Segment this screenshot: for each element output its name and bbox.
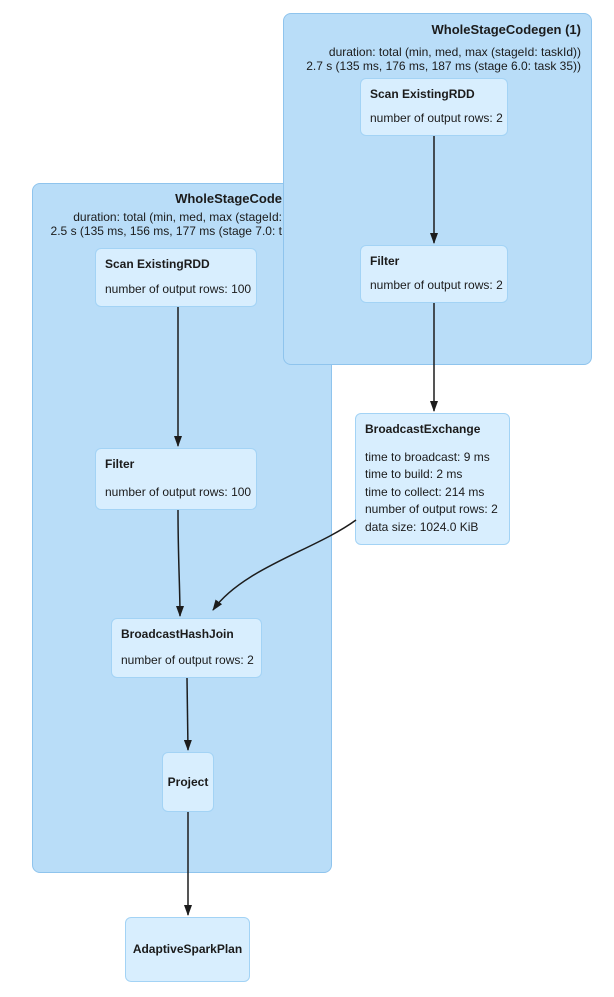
node-name: Scan ExistingRDD [105, 257, 210, 271]
node-scan-existingrdd-1[interactable] [360, 78, 508, 136]
node-broadcast-exchange[interactable] [355, 413, 510, 545]
node-name: Filter [370, 254, 400, 268]
node-name: Project [167, 774, 209, 789]
node-name: BroadcastExchange [365, 422, 481, 436]
node-metric: data size: 1024.0 KiB [365, 519, 479, 534]
cluster-duration-label: duration: total (min, med, max (stageId: taskId)) [328, 45, 581, 59]
node-name: Scan ExistingRDD [370, 87, 475, 101]
cluster-duration-value: 2.7 s (135 ms, 176 ms, 187 ms (stage 6.0: task 35)) [306, 58, 581, 73]
node-metric: time to build: 2 ms [365, 467, 463, 482]
cluster-title: WholeStageCodegen (1) [431, 22, 581, 37]
node-adaptive-spark-plan[interactable] [125, 917, 250, 982]
node-metric: number of output rows: 2 [370, 277, 503, 292]
cluster-duration-label: duration: total (min, med, max (stageId: [73, 210, 282, 224]
node-filter-2[interactable] [95, 448, 257, 510]
node-metric: number of output rows: 2 [365, 502, 498, 517]
node-metrics [365, 449, 500, 536]
node-broadcast-hash-join[interactable] [111, 618, 262, 678]
node-name: BroadcastHashJoin [121, 627, 234, 641]
node-scan-existingrdd-2[interactable] [95, 248, 257, 307]
node-metric: number of output rows: 100 [105, 484, 252, 499]
node-metric: number of output rows: 2 [370, 110, 503, 125]
node-project[interactable] [162, 752, 214, 812]
node-name: AdaptiveSparkPlan [132, 942, 243, 956]
cluster-title: WholeStageCode [175, 191, 282, 206]
node-name: Filter [105, 457, 135, 471]
node-metric: number of output rows: 2 [121, 652, 254, 667]
cluster-header [284, 14, 591, 73]
node-filter-1[interactable] [360, 245, 508, 303]
cluster-duration [51, 211, 282, 238]
cluster-wholestagecodegen-1 [283, 13, 592, 365]
cluster-duration-value: 2.5 s (135 ms, 156 ms, 177 ms (stage 7.0: t [50, 223, 282, 238]
node-metric: time to collect: 214 ms [365, 484, 485, 499]
node-metric: number of output rows: 100 [105, 281, 252, 296]
node-metric: time to broadcast: 9 ms [365, 449, 490, 464]
cluster-duration [284, 46, 581, 73]
